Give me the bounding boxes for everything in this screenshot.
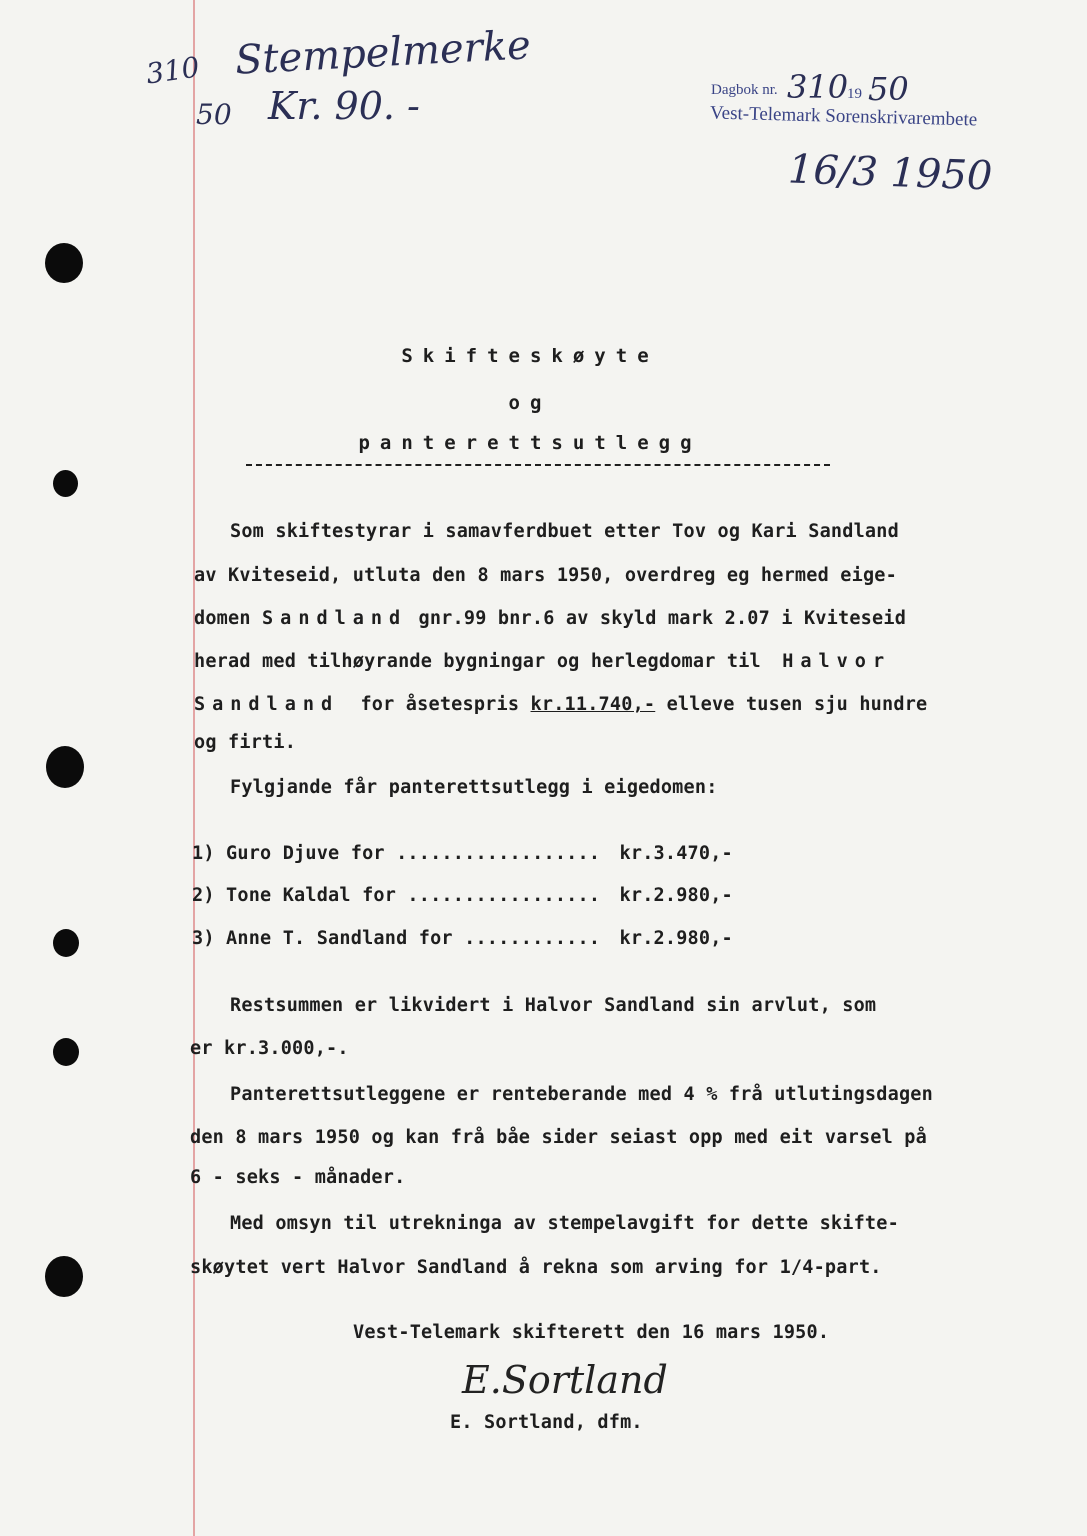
place-and-date: Vest-Telemark skifterett den 16 mars 1950.	[353, 1322, 830, 1343]
body-line	[194, 694, 927, 715]
text-segment: for åsetespris	[360, 694, 520, 715]
typed-signature: E. Sortland, dfm.	[450, 1412, 643, 1433]
body-line: Fylgjande får panterettsutlegg i eigedomen:	[230, 777, 718, 798]
lien-item	[192, 843, 733, 864]
document-title: Skifteskøyte	[401, 345, 659, 367]
body-line: 6 - seks - månader.	[190, 1167, 406, 1188]
dagbok-label: Dagbok nr.	[711, 82, 778, 98]
lien-item	[192, 928, 733, 949]
lien-item-text: 3) Anne T. Sandland for ............	[192, 928, 601, 949]
body-line	[194, 651, 891, 672]
body-line: er kr.3.000,-.	[190, 1038, 349, 1059]
handwritten-stamp-amount: Kr. 90. -	[268, 84, 420, 128]
text-segment: domen	[194, 608, 251, 629]
handwritten-dagbok-year: 50	[868, 70, 909, 108]
body-line	[194, 608, 906, 629]
document-subtitle: panterettsutlegg	[358, 432, 702, 454]
title-conjunction: og	[508, 392, 552, 414]
year-prefix: 19	[847, 86, 862, 102]
punch-hole	[46, 746, 84, 788]
property-name: Sandland	[262, 608, 408, 629]
office-name: Vest-Telemark Sorenskrivarembete	[709, 102, 978, 131]
handwritten-ref-year: 50	[196, 98, 232, 131]
body-line: skøytet vert Halvor Sandland å rekna som arving for 1/4-part.	[190, 1257, 882, 1278]
handwritten-stamp-label: Stempelmerke	[233, 22, 532, 84]
body-line: den 8 mars 1950 og kan frå båe sider seiast opp med eit varsel på	[190, 1127, 927, 1148]
price-amount: kr.11.740,-	[530, 694, 656, 715]
body-line: og firti.	[194, 732, 297, 753]
punch-hole	[53, 929, 79, 957]
title-underline	[246, 464, 830, 466]
punch-hole	[45, 1256, 83, 1297]
handwritten-ref-number: 310	[143, 50, 202, 91]
lien-item-amount: kr.3.470,-	[619, 843, 733, 864]
punch-hole	[45, 243, 83, 283]
handwritten-signature: E.Sortland	[462, 1358, 668, 1402]
lien-item-amount: kr.2.980,-	[619, 885, 733, 906]
body-line: Med omsyn til utrekninga av stempelavgift for dette skifte-	[230, 1213, 899, 1234]
text-segment: herad med tilhøyrande bygningar og herlegdomar til	[194, 651, 761, 672]
text-segment: gnr.99 bnr.6 av skyld mark 2.07 i Kviteseid	[418, 608, 907, 629]
punch-hole	[53, 1038, 79, 1066]
lien-item	[192, 885, 733, 906]
margin-line	[193, 0, 195, 1536]
handwritten-dagbok-number: 310	[787, 68, 849, 106]
recipient-name: Sandland	[194, 694, 340, 715]
body-line: Som skiftestyrar i samavferdbuet etter Tov og Kari Sandland	[230, 521, 899, 542]
lien-item-text: 1) Guro Djuve for ..................	[192, 843, 601, 864]
recipient-name: Halvor	[782, 651, 892, 672]
body-line: av Kviteseid, utluta den 8 mars 1950, overdreg eg hermed eige-	[194, 565, 897, 586]
text-segment: elleve tusen sju hundre	[666, 694, 928, 715]
handwritten-date: 16/3 1950	[787, 146, 994, 200]
punch-hole	[53, 470, 78, 497]
body-line: Restsummen er likvidert i Halvor Sandland sin arvlut, som	[230, 995, 877, 1016]
body-line: Panterettsutleggene er renteberande med 4 % frå utlutingsdagen	[230, 1084, 933, 1105]
lien-item-text: 2) Tone Kaldal for .................	[192, 885, 601, 906]
lien-item-amount: kr.2.980,-	[619, 928, 733, 949]
